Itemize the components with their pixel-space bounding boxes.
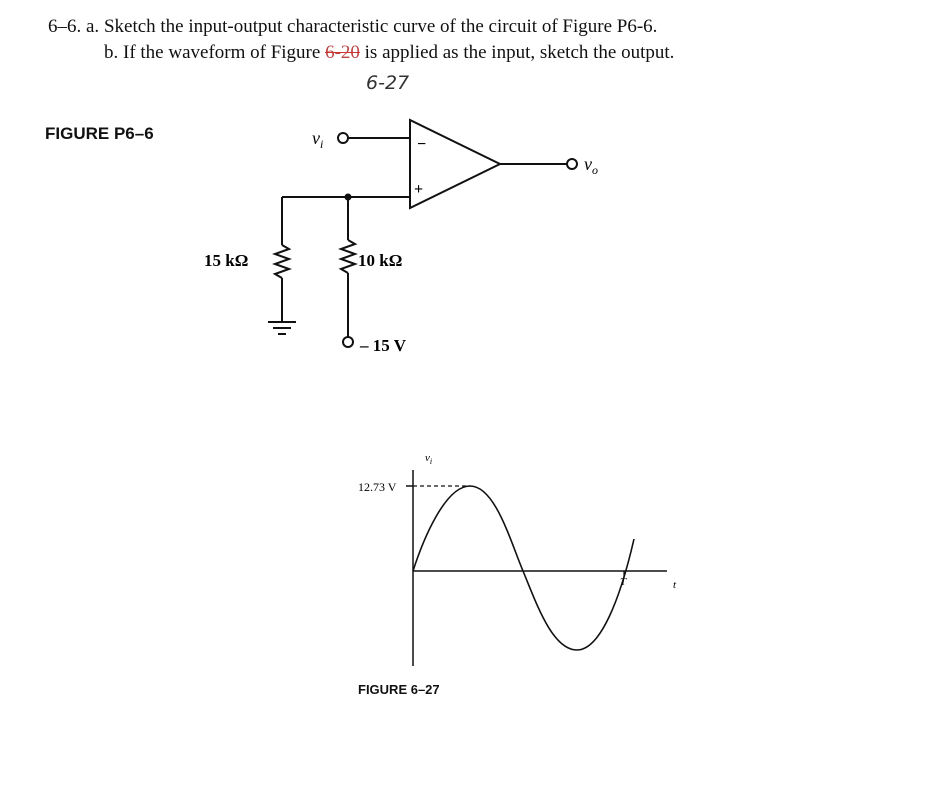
waveform-figure xyxy=(406,470,667,666)
time-label: t xyxy=(673,579,677,591)
resistor-15k-label: 15 kΩ xyxy=(204,251,249,270)
part-a-label: a. xyxy=(86,16,100,37)
resistor-15k xyxy=(275,245,289,278)
input-label: $v_i$ xyxy=(312,128,324,151)
part-b-struck-figure: 6-20 xyxy=(325,42,360,63)
op-amp-minus-sign: − xyxy=(417,136,427,153)
problem-number: 6–6. xyxy=(48,16,82,37)
part-b-text-before: If the waveform of Figure xyxy=(123,42,326,63)
resistor-10k xyxy=(341,240,355,273)
part-a-text: Sketch the input-output characteristic curve of the circuit of Figure P6-6. xyxy=(103,16,658,37)
circuit-diagram xyxy=(268,120,577,347)
peak-value-label: 12.73 V xyxy=(358,480,397,494)
input-terminal xyxy=(338,133,348,143)
output-terminal xyxy=(567,159,577,169)
resistor-10k-label: 10 kΩ xyxy=(358,251,403,270)
period-label: T xyxy=(620,576,627,588)
op-amp-plus-sign: + xyxy=(414,181,424,198)
handwritten-correction: 6-27 xyxy=(366,72,410,94)
supply-label: – 15 V xyxy=(360,336,406,355)
sine-wave xyxy=(413,486,634,650)
figure-p6-6-title: FIGURE P6–6 xyxy=(45,124,154,143)
op-amp-triangle xyxy=(410,120,500,208)
output-label: $v_o$ xyxy=(584,154,598,177)
waveform-y-label: $v_i$ xyxy=(425,452,433,466)
part-b-label: b. xyxy=(104,42,119,63)
supply-terminal xyxy=(343,337,353,347)
part-b-text-after: is applied as the input, sketch the output. xyxy=(359,42,675,63)
figure-6-27-title: FIGURE 6–27 xyxy=(358,682,440,697)
